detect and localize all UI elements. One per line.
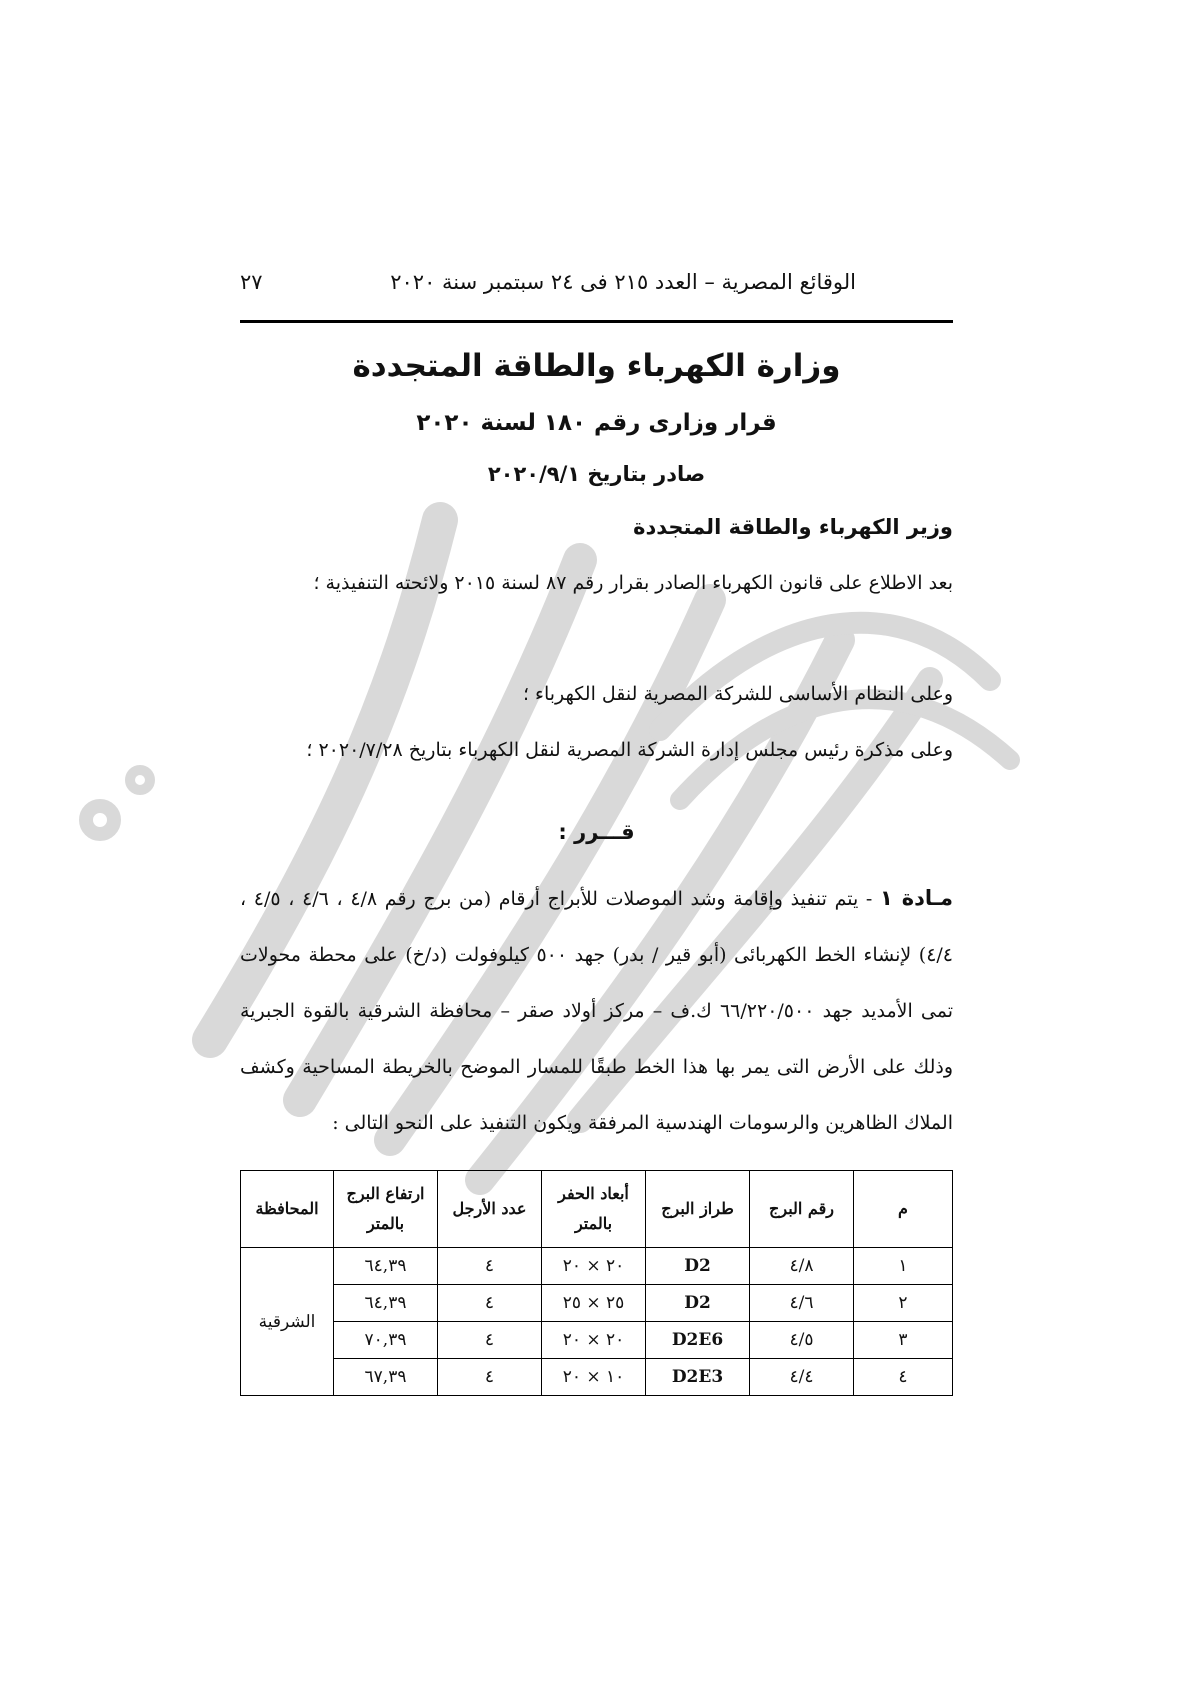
cell-pit-dimensions: ١٠ × ٢٠: [542, 1359, 646, 1396]
cell-legs: ٤: [438, 1322, 542, 1359]
header-governorate: المحافظة: [241, 1171, 334, 1248]
cell-serial: ١: [854, 1248, 953, 1285]
cell-tower-model: D2E3: [646, 1359, 750, 1396]
cell-pit-dimensions: ٢٥ × ٢٥: [542, 1285, 646, 1322]
minister-title: وزير الكهرباء والطاقة المتجددة: [633, 515, 953, 539]
cell-governorate: الشرقية: [241, 1248, 334, 1396]
cell-height: ٦٤,٣٩: [334, 1285, 438, 1322]
cell-height: ٦٧,٣٩: [334, 1359, 438, 1396]
cell-tower-number: ٤/٤: [750, 1359, 854, 1396]
cell-legs: ٤: [438, 1285, 542, 1322]
page-number: ٢٧: [240, 270, 263, 294]
cell-pit-dimensions: ٢٠ × ٢٠: [542, 1322, 646, 1359]
preamble-paragraph: بعد الاطلاع على قانون الكهرباء الصادر بقرار رقم ٨٧ لسنة ٢٠١٥ ولائحته التنفيذية ؛: [313, 572, 953, 594]
header-legs: عدد الأرجل: [438, 1171, 542, 1248]
table-row: [241, 1285, 953, 1322]
header-tower-model: طراز البرج: [646, 1171, 750, 1248]
cell-pit-dimensions: ٢٠ × ٢٠: [542, 1248, 646, 1285]
header-serial: م: [854, 1171, 953, 1248]
ministry-title: وزارة الكهرباء والطاقة المتجددة: [352, 348, 841, 384]
decree-number: قرار وزارى رقم ١٨٠ لسنة ٢٠٢٠: [416, 410, 777, 436]
table-row: [241, 1248, 953, 1285]
table-row: [241, 1322, 953, 1359]
header-height: ارتفاع البرج بالمتر: [334, 1171, 438, 1248]
gazette-issue-title: الوقائع المصرية – العدد ٢١٥ فى ٢٤ سبتمبر سنة ٢٠٢٠: [390, 270, 856, 294]
article-1-label: مـادة ١: [879, 886, 953, 910]
cell-height: ٧٠,٣٩: [334, 1322, 438, 1359]
cell-legs: ٤: [438, 1359, 542, 1396]
preamble-paragraph: وعلى مذكرة رئيس مجلس إدارة الشركة المصرية لنقل الكهرباء بتاريخ ٢٠٢٠/٧/٢٨ ؛: [306, 739, 953, 761]
article-1-text: - يتم تنفيذ وإقامة وشد الموصلات للأبراج أرقام (من برج رقم ٤/٨ ، ٤/٦ ، ٤/٥ ، ٤/٤) لإنشاء الخط الكهربائى (أبو قير / بدر) جهد ٥٠٠ كيلوفولت (د/خ) على محطة محولات تمى الأمديد جهد ٦٦/٢٢٠/٥٠٠ ك.ف – مركز أولاد صقر – محافظة الشرقية بالقوة الجبرية وذلك على الأرض التى يمر بها هذا الخط طبقًا للمسار الموضح بالخريطة المساحية وكشف الملاك الظاهرين والرسومات الهندسية المرفقة ويكون التنفيذ على النحو التالى :: [240, 888, 953, 1134]
cell-legs: ٤: [438, 1248, 542, 1285]
page-header: [240, 270, 950, 304]
cell-tower-number: ٤/٦: [750, 1285, 854, 1322]
decided-heading: قـــرر :: [558, 820, 635, 844]
table-header-row: [241, 1171, 953, 1248]
cell-serial: ٢: [854, 1285, 953, 1322]
cell-serial: ٤: [854, 1359, 953, 1396]
cell-tower-number: ٤/٨: [750, 1248, 854, 1285]
cell-tower-model: D2: [646, 1285, 750, 1322]
table-row: [241, 1359, 953, 1396]
cell-tower-model: D2E6: [646, 1322, 750, 1359]
cell-serial: ٣: [854, 1322, 953, 1359]
cell-height: ٦٤,٣٩: [334, 1248, 438, 1285]
article-1: [240, 870, 953, 1151]
cell-tower-number: ٤/٥: [750, 1322, 854, 1359]
towers-table: [240, 1170, 953, 1396]
decree-date: صادر بتاريخ ٢٠٢٠/٩/١: [487, 462, 706, 486]
header-tower-number: رقم البرج: [750, 1171, 854, 1248]
preamble-paragraph: وعلى النظام الأساسى للشركة المصرية لنقل الكهرباء ؛: [522, 683, 953, 705]
header-pit-dimensions: أبعاد الحفر بالمتر: [542, 1171, 646, 1248]
header-divider: [240, 320, 953, 323]
cell-tower-model: D2: [646, 1248, 750, 1285]
